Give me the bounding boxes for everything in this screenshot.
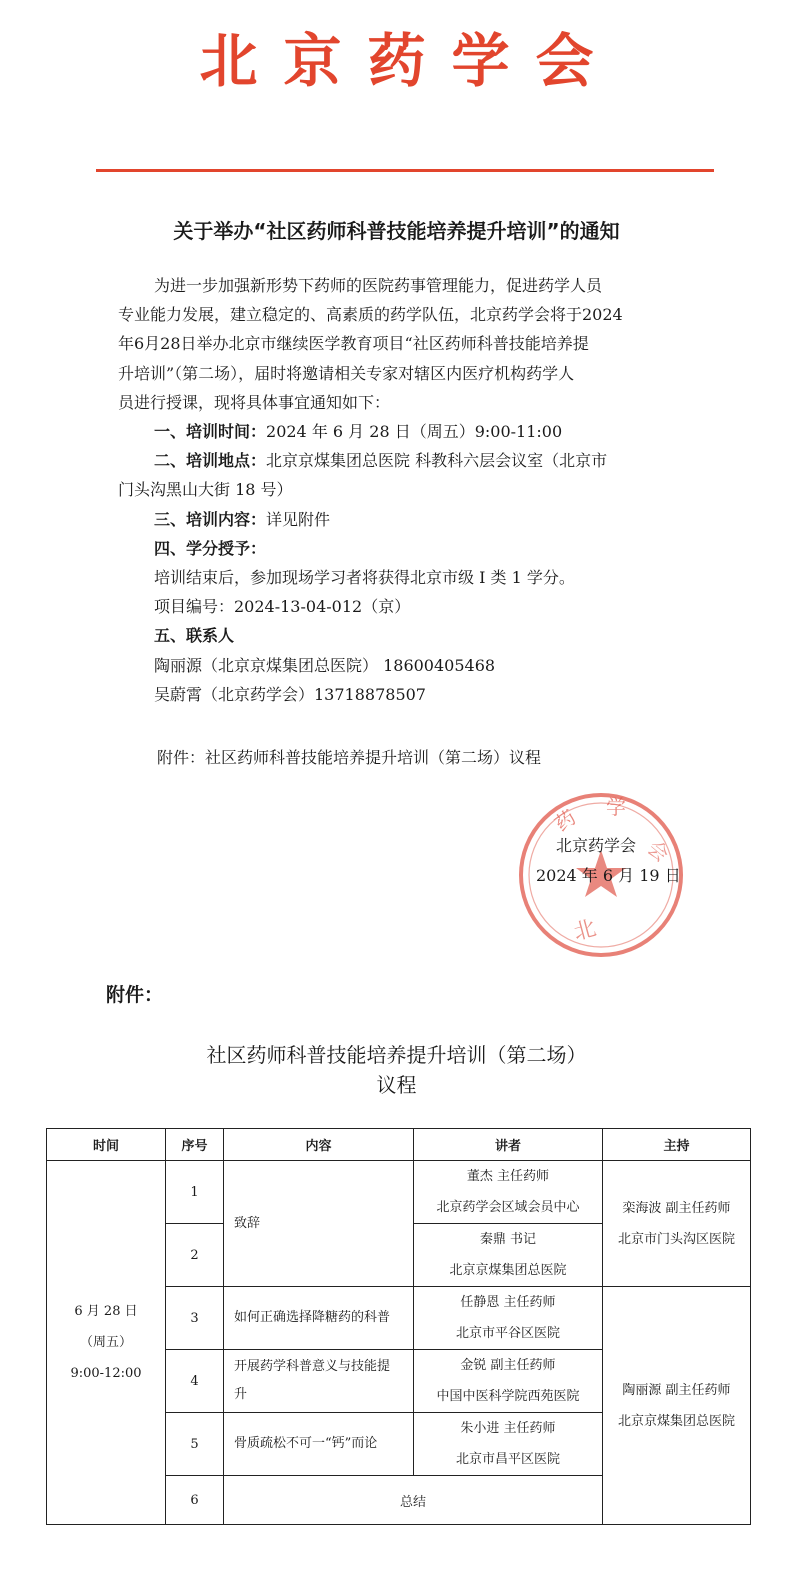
row-no: 2 bbox=[166, 1224, 224, 1287]
agenda-title-line-2: 议程 bbox=[376, 1073, 417, 1097]
speaker-name: 董杰 主任药师 bbox=[466, 1169, 550, 1184]
header-host: 主持 bbox=[603, 1129, 751, 1161]
contact-line: 吴蔚霄（北京药学会）13718878507 bbox=[154, 684, 426, 704]
section-time bbox=[118, 417, 693, 446]
section-place-cont: 门头沟黑山大街 18 号） bbox=[118, 480, 293, 500]
row-speaker bbox=[414, 1287, 603, 1350]
host-cell bbox=[603, 1161, 751, 1287]
time-hours: 9:00-12:00 bbox=[70, 1366, 142, 1381]
letterhead-red-rule bbox=[96, 169, 714, 172]
project-number: 项目编号：2024-13-04-012（京） bbox=[154, 597, 411, 617]
section-contact-head: 五、联系人 bbox=[154, 626, 235, 646]
credit-line: 培训结束后，参加现场学习者将获得北京市级 I 类 1 学分。 bbox=[154, 568, 575, 588]
row-content: 致辞 bbox=[224, 1161, 414, 1287]
row-no: 3 bbox=[166, 1287, 224, 1350]
speaker-org: 中国中医科学院西苑医院 bbox=[436, 1389, 580, 1404]
time-cell bbox=[47, 1161, 166, 1525]
contact-line: 陶丽源（北京京煤集团总医院） 18600405468 bbox=[154, 655, 496, 675]
notice-title: 关于举办“社区药师科普技能培养提升培训”的通知 bbox=[173, 219, 620, 243]
row-content bbox=[224, 1350, 414, 1413]
time-date: 6 月 28 日 bbox=[74, 1304, 138, 1319]
speaker-name: 金锐 副主任药师 bbox=[460, 1358, 556, 1373]
signature-date: 2024 年 6 月 19 日 bbox=[536, 866, 681, 885]
row-no: 4 bbox=[166, 1350, 224, 1413]
section-place-head: 二、培训地点： bbox=[154, 451, 267, 471]
row-speaker bbox=[414, 1413, 603, 1476]
agenda-title-line-1: 社区药师科普技能培养提升培训（第二场） bbox=[206, 1043, 587, 1067]
section-place bbox=[118, 446, 693, 475]
row-speaker bbox=[414, 1161, 603, 1224]
intro-line: 员进行授课，现将具体事宜通知如下： bbox=[118, 392, 391, 412]
row-content: 总结 bbox=[224, 1476, 603, 1525]
row-speaker bbox=[414, 1224, 603, 1287]
section-content bbox=[118, 505, 693, 534]
agenda-title bbox=[0, 1040, 793, 1100]
agenda-table bbox=[46, 1128, 751, 1525]
header-content: 内容 bbox=[224, 1129, 414, 1161]
intro-line: 年6月28日举办北京市继续医学教育项目“社区药师科普技能培养提 bbox=[118, 334, 589, 354]
intro-line: 升培训”（第二场），届时将邀请相关专家对辖区内医疗机构药学人 bbox=[118, 363, 575, 383]
speaker-org: 北京市昌平区医院 bbox=[455, 1452, 560, 1467]
svg-text:学: 学 bbox=[606, 795, 626, 819]
row-no: 6 bbox=[166, 1476, 224, 1525]
header-no: 序号 bbox=[166, 1129, 224, 1161]
row-speaker bbox=[414, 1350, 603, 1413]
row-content: 骨质疏松不可一“钙”而论 bbox=[224, 1413, 414, 1476]
section-time-value: 2024 年 6 月 28 日（周五）9:00-11:00 bbox=[266, 422, 563, 442]
signature-org: 北京药学会 bbox=[556, 836, 637, 855]
section-content-head: 三、培训内容： bbox=[154, 509, 267, 529]
letterhead-org-name: 北京药学会 bbox=[199, 27, 620, 95]
speaker-org: 北京药学会区域会员中心 bbox=[436, 1200, 580, 1215]
content-line: 升 bbox=[234, 1387, 248, 1402]
header-speaker: 讲者 bbox=[414, 1129, 603, 1161]
header-time: 时间 bbox=[47, 1129, 166, 1161]
row-no: 5 bbox=[166, 1413, 224, 1476]
intro-line: 专业能力发展，建立稳定的、高素质的药学队伍，北京药学会将于2024 bbox=[118, 305, 623, 325]
notice-body bbox=[118, 271, 693, 709]
svg-text:北: 北 bbox=[571, 915, 599, 946]
section-place-value: 北京京煤集团总医院 科教科六层会议室（北京市 bbox=[266, 451, 608, 471]
attachment-note: 附件：社区药师科普技能培养提升培训（第二场）议程 bbox=[157, 748, 542, 767]
agenda-header-row bbox=[47, 1129, 751, 1161]
speaker-name: 任静恩 主任药师 bbox=[460, 1295, 556, 1310]
attachment-label: 附件： bbox=[106, 984, 164, 1006]
host-org: 北京市门头沟区医院 bbox=[617, 1231, 735, 1247]
intro-line: 为进一步加强新形势下药师的医院药事管理能力，促进药学人员 bbox=[154, 276, 603, 295]
host-name: 陶丽源 副主任药师 bbox=[622, 1382, 731, 1398]
section-credit-head: 四、学分授予： bbox=[154, 538, 267, 558]
row-content: 如何正确选择降糖药的科普 bbox=[224, 1287, 414, 1350]
time-weekday: （周五） bbox=[79, 1335, 132, 1350]
speaker-org: 北京市平谷区医院 bbox=[455, 1326, 560, 1341]
section-content-value: 详见附件 bbox=[266, 509, 331, 529]
svg-text:会: 会 bbox=[642, 835, 674, 867]
host-org: 北京京煤集团总医院 bbox=[617, 1413, 735, 1429]
section-time-head: 一、培训时间： bbox=[154, 422, 267, 442]
speaker-org: 北京京煤集团总医院 bbox=[449, 1263, 567, 1278]
host-name: 栾海波 副主任药师 bbox=[622, 1200, 731, 1216]
speaker-name: 朱小进 主任药师 bbox=[460, 1421, 556, 1436]
table-row bbox=[47, 1161, 751, 1224]
svg-text:药: 药 bbox=[550, 804, 581, 837]
speaker-name: 秦鼎 书记 bbox=[479, 1232, 537, 1247]
host-cell bbox=[603, 1287, 751, 1525]
content-line: 开展药学科普意义与技能提 bbox=[234, 1359, 391, 1374]
row-no: 1 bbox=[166, 1161, 224, 1224]
